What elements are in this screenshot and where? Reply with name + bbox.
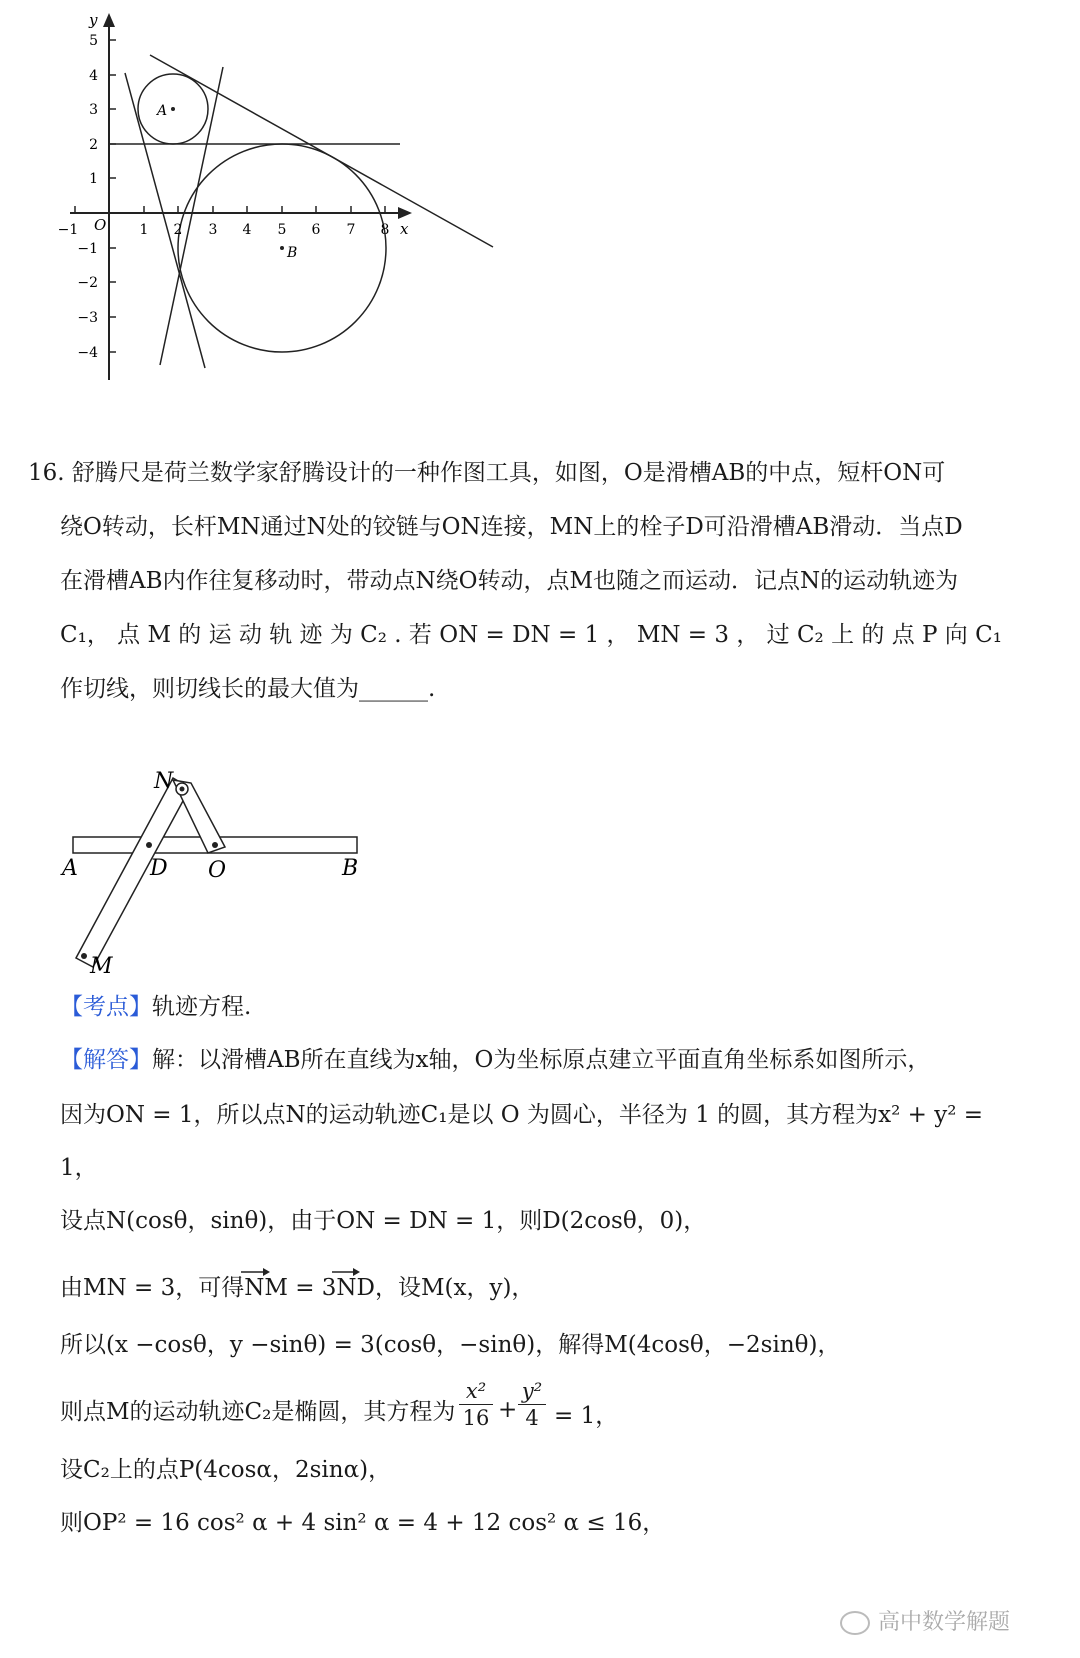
problem-line-4: C₁， 点 M 的 运 动 轨 迹 为 C₂ . 若 ON = DN = 1 ， MN = 3 ， 过 C₂ 上 的 点 P 向 C₁ <box>60 622 1002 648</box>
kaodian-text: 轨迹方程. <box>152 994 252 1020</box>
x-tick-8: 8 <box>380 222 390 238</box>
y-tick-minus-1: −1 <box>77 241 98 257</box>
solution-line-3: 设点N(cosθ，sinθ)，由于ON = DN = 1，则D(2cosθ，0)， <box>60 1208 707 1234</box>
label-a: A <box>62 856 78 881</box>
solution-line-2: 1， <box>60 1155 98 1181</box>
solution-line-1: 因为ON = 1，所以点N的运动轨迹C₁是以 O 为圆心，半径为 1 的圆，其方程为x² + y² = <box>60 1102 984 1128</box>
pin-d <box>146 842 152 848</box>
y-tick-5: 5 <box>89 33 98 49</box>
x-axis-label: x <box>400 220 409 238</box>
jieda-text: 解：以滑槽AB所在直线为x轴，O为坐标原点建立平面直角坐标系如图所示， <box>152 1047 931 1073</box>
y-tick-4: 4 <box>89 68 98 84</box>
y-tick-minus-4: −4 <box>77 345 98 361</box>
kaodian-line <box>60 992 251 1022</box>
solution-text-4: 由MN = 3，可得NM = 3ND，设M(x，y)， <box>60 1275 535 1301</box>
kaodian-tag: 【考点】 <box>60 994 152 1020</box>
solution-text-6: 则点M的运动轨迹C₂是椭圆，其方程为 <box>60 1399 456 1425</box>
y-axis-arrow <box>103 13 115 27</box>
fraction-1-num: x² <box>465 1379 487 1403</box>
label-b: B <box>342 856 359 881</box>
label-o: O <box>208 858 227 883</box>
fraction-2 <box>518 1378 546 1431</box>
fraction-2-num: y² <box>521 1379 543 1403</box>
wechat-icon <box>840 1611 870 1635</box>
x-tick-4: 4 <box>242 222 252 238</box>
x-tick-7: 7 <box>346 222 356 238</box>
label-d: D <box>150 856 168 881</box>
figure-schooten-ruler <box>60 765 400 995</box>
y-tick-minus-3: −3 <box>77 310 98 326</box>
point-a-label: A <box>157 103 168 119</box>
point-a-dot <box>171 107 175 111</box>
problem-line-5: 作切线，则切线长的最大值为______. <box>60 676 436 702</box>
y-tick-3: 3 <box>89 102 98 118</box>
problem-line-3: 在滑槽AB内作往复移动时，带动点N绕O转动，点M也随之而运动．记点N的运动轨迹为 <box>60 568 959 594</box>
plus-sign: + <box>498 1397 518 1423</box>
x-axis-arrow <box>398 207 412 219</box>
vector-arrows <box>0 1260 1080 1280</box>
label-n: N <box>154 769 174 794</box>
x-tick-3: 3 <box>208 222 218 238</box>
figure-coordinate-plot <box>40 5 560 405</box>
point-b-dot <box>280 246 284 250</box>
jieda-tag: 【解答】 <box>60 1047 152 1073</box>
jieda-line <box>60 1045 930 1075</box>
problem-line-1 <box>28 458 945 488</box>
pin-n-center <box>180 787 185 792</box>
x-tick-5: 5 <box>277 222 287 238</box>
fraction-1-den: 16 <box>462 1406 490 1430</box>
long-rod-mn <box>76 778 190 967</box>
y-tick-2: 2 <box>89 137 98 153</box>
equation-rhs: = 1， <box>554 1403 619 1429</box>
problem-text-1: 舒腾尺是荷兰数学家舒腾设计的一种作图工具，如图，O是滑槽AB的中点，短杆ON可 <box>71 460 946 486</box>
watermark <box>840 1605 1010 1636</box>
problem-number: 16. <box>28 460 65 486</box>
x-tick-1: 1 <box>139 222 149 238</box>
label-m: M <box>90 954 113 979</box>
tangent-line-3 <box>150 55 493 247</box>
fraction-1 <box>459 1378 493 1431</box>
solution-line-6 <box>60 1397 455 1427</box>
y-tick-1: 1 <box>89 171 98 187</box>
watermark-text: 高中数学解题 <box>877 1610 1010 1635</box>
fraction-2-den: 4 <box>525 1406 539 1430</box>
x-tick-minus-1: −1 <box>57 222 79 238</box>
y-tick-minus-2: −2 <box>77 275 98 291</box>
x-tick-6: 6 <box>311 222 321 238</box>
y-axis-label: y <box>89 11 98 29</box>
solution-line-5: 所以(x −cosθ，y −sinθ) = 3(cosθ，−sinθ)，解得M(4cosθ，−2sinθ)， <box>60 1332 841 1358</box>
solution-line-7: 设C₂上的点P(4cosα，2sinα)， <box>60 1457 392 1483</box>
point-b-label: B <box>287 245 298 261</box>
pin-m <box>81 953 87 959</box>
pin-o <box>212 842 218 848</box>
x-tick-2: 2 <box>173 222 183 238</box>
problem-line-2: 绕O转动，长杆MN通过N处的铰链与ON连接，MN上的栓子D可沿滑槽AB滑动．当点D <box>60 514 963 540</box>
solution-line-8: 则OP² = 16 cos² α + 4 sin² α = 4 + 12 cos² α ≤ 16， <box>60 1510 666 1536</box>
origin-label: O <box>94 216 107 234</box>
